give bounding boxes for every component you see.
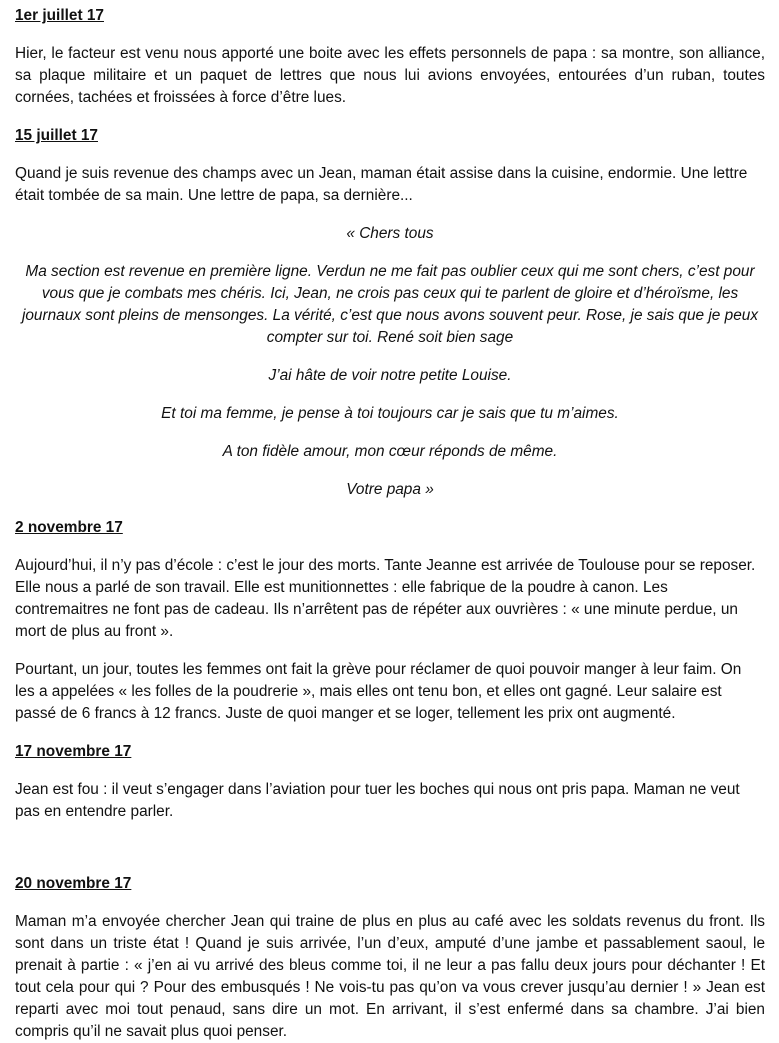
letter-line: A ton fidèle amour, mon cœur réponds de même. [222,443,558,460]
entry-15-juillet [15,125,765,501]
entry-date: 20 novembre 17 [15,875,132,892]
letter-line: J’ai hâte de voir notre petite Louise. [268,367,512,384]
spacer [15,839,765,873]
entry-20-novembre [15,873,765,1043]
letter-salutation: « Chers tous [346,225,434,242]
entry-date: 2 novembre 17 [15,519,123,536]
letter-signature: Votre papa » [346,481,434,498]
entry-paragraph: Quand je suis revenue des champs avec un Jean, maman était assise dans la cuisine, endormie. Une lettre était tombée de sa main. Une lettre de papa, sa dernière... [15,165,748,204]
entry-paragraph: Maman m’a envoyée chercher Jean qui traine de plus en plus au café avec les soldats revenus du front. Ils sont dans un triste état ! Quand je suis arrivée, l’un d’eux, amputé d’une jambe et passablement saoul, le prenait à partie : « j’en ai vu arrivé des bleus comme toi, il ne leur a pas fallu deux jours pour déchanter ! Et tout cela pour qui ? Pour des embusqués ! Ne vois-tu pas qu’on va vous crever jusqu’au dernier ! » Jean est reparti avec moi tout penaud, sans dire un mot. En arrivant, il s’est enfermé dans sa chambre. J’ai bien compris qu’il ne savait plus quoi penser. [15,913,765,1040]
entry-date: 15 juillet 17 [15,127,98,144]
entry-17-novembre [15,741,765,823]
entry-2-novembre [15,517,765,725]
entry-date: 1er juillet 17 [15,7,104,24]
letter-body: Ma section est revenue en première ligne. Verdun ne me fait pas oublier ceux qui me sont chers, c’est pour vous que je combats mes chéris. Ici, Jean, ne crois pas ceux qui te parlent de gloire et d’héroïsme, les journaux sont pleins de mensonges. La vérité, c’est que nous avons souvent peur. Rose, je sais que je peux compter sur toi. René soit bien sage [21,263,759,346]
letter-line: Et toi ma femme, je pense à toi toujours car je sais que tu m’aimes. [161,405,619,422]
entry-paragraph: Hier, le facteur est venu nous apporté une boite avec les effets personnels de papa : sa montre, son alliance, sa plaque militaire et un paquet de lettres que nous lui avions envoyées, entourées d’un ruban, toutes cornées, tachées et froissées à force d’être lues. [15,45,765,106]
entry-1er-juillet [15,5,765,109]
entry-paragraph: Jean est fou : il veut s’engager dans l’aviation pour tuer les boches qui nous ont pris papa. Maman ne veut pas en entendre parler. [15,781,740,820]
entry-date: 17 novembre 17 [15,743,132,760]
entry-paragraph: Aujourd’hui, il n’y pas d’école : c’est le jour des morts. Tante Jeanne est arrivée de Toulouse pour se reposer. Elle nous a parlé de son travail. Elle est munitionnettes : elle fabrique de la poudre à canon. Les contremaitres ne font pas de cadeau. Ils n’arrêtent pas de répéter aux ouvrières : « une minute perdue, un mort de plus au front ». [15,557,756,640]
entry-paragraph: Pourtant, un jour, toutes les femmes ont fait la grève pour réclamer de quoi pouvoir manger à leur faim. On les a appelées « les folles de la poudrerie », mais elles ont tenu bon, et elles ont gagné. Leur salaire est passé de 6 francs à 12 francs. Juste de quoi manger et se loger, tellement les prix ont augmenté. [15,661,742,722]
quoted-letter [15,223,765,501]
